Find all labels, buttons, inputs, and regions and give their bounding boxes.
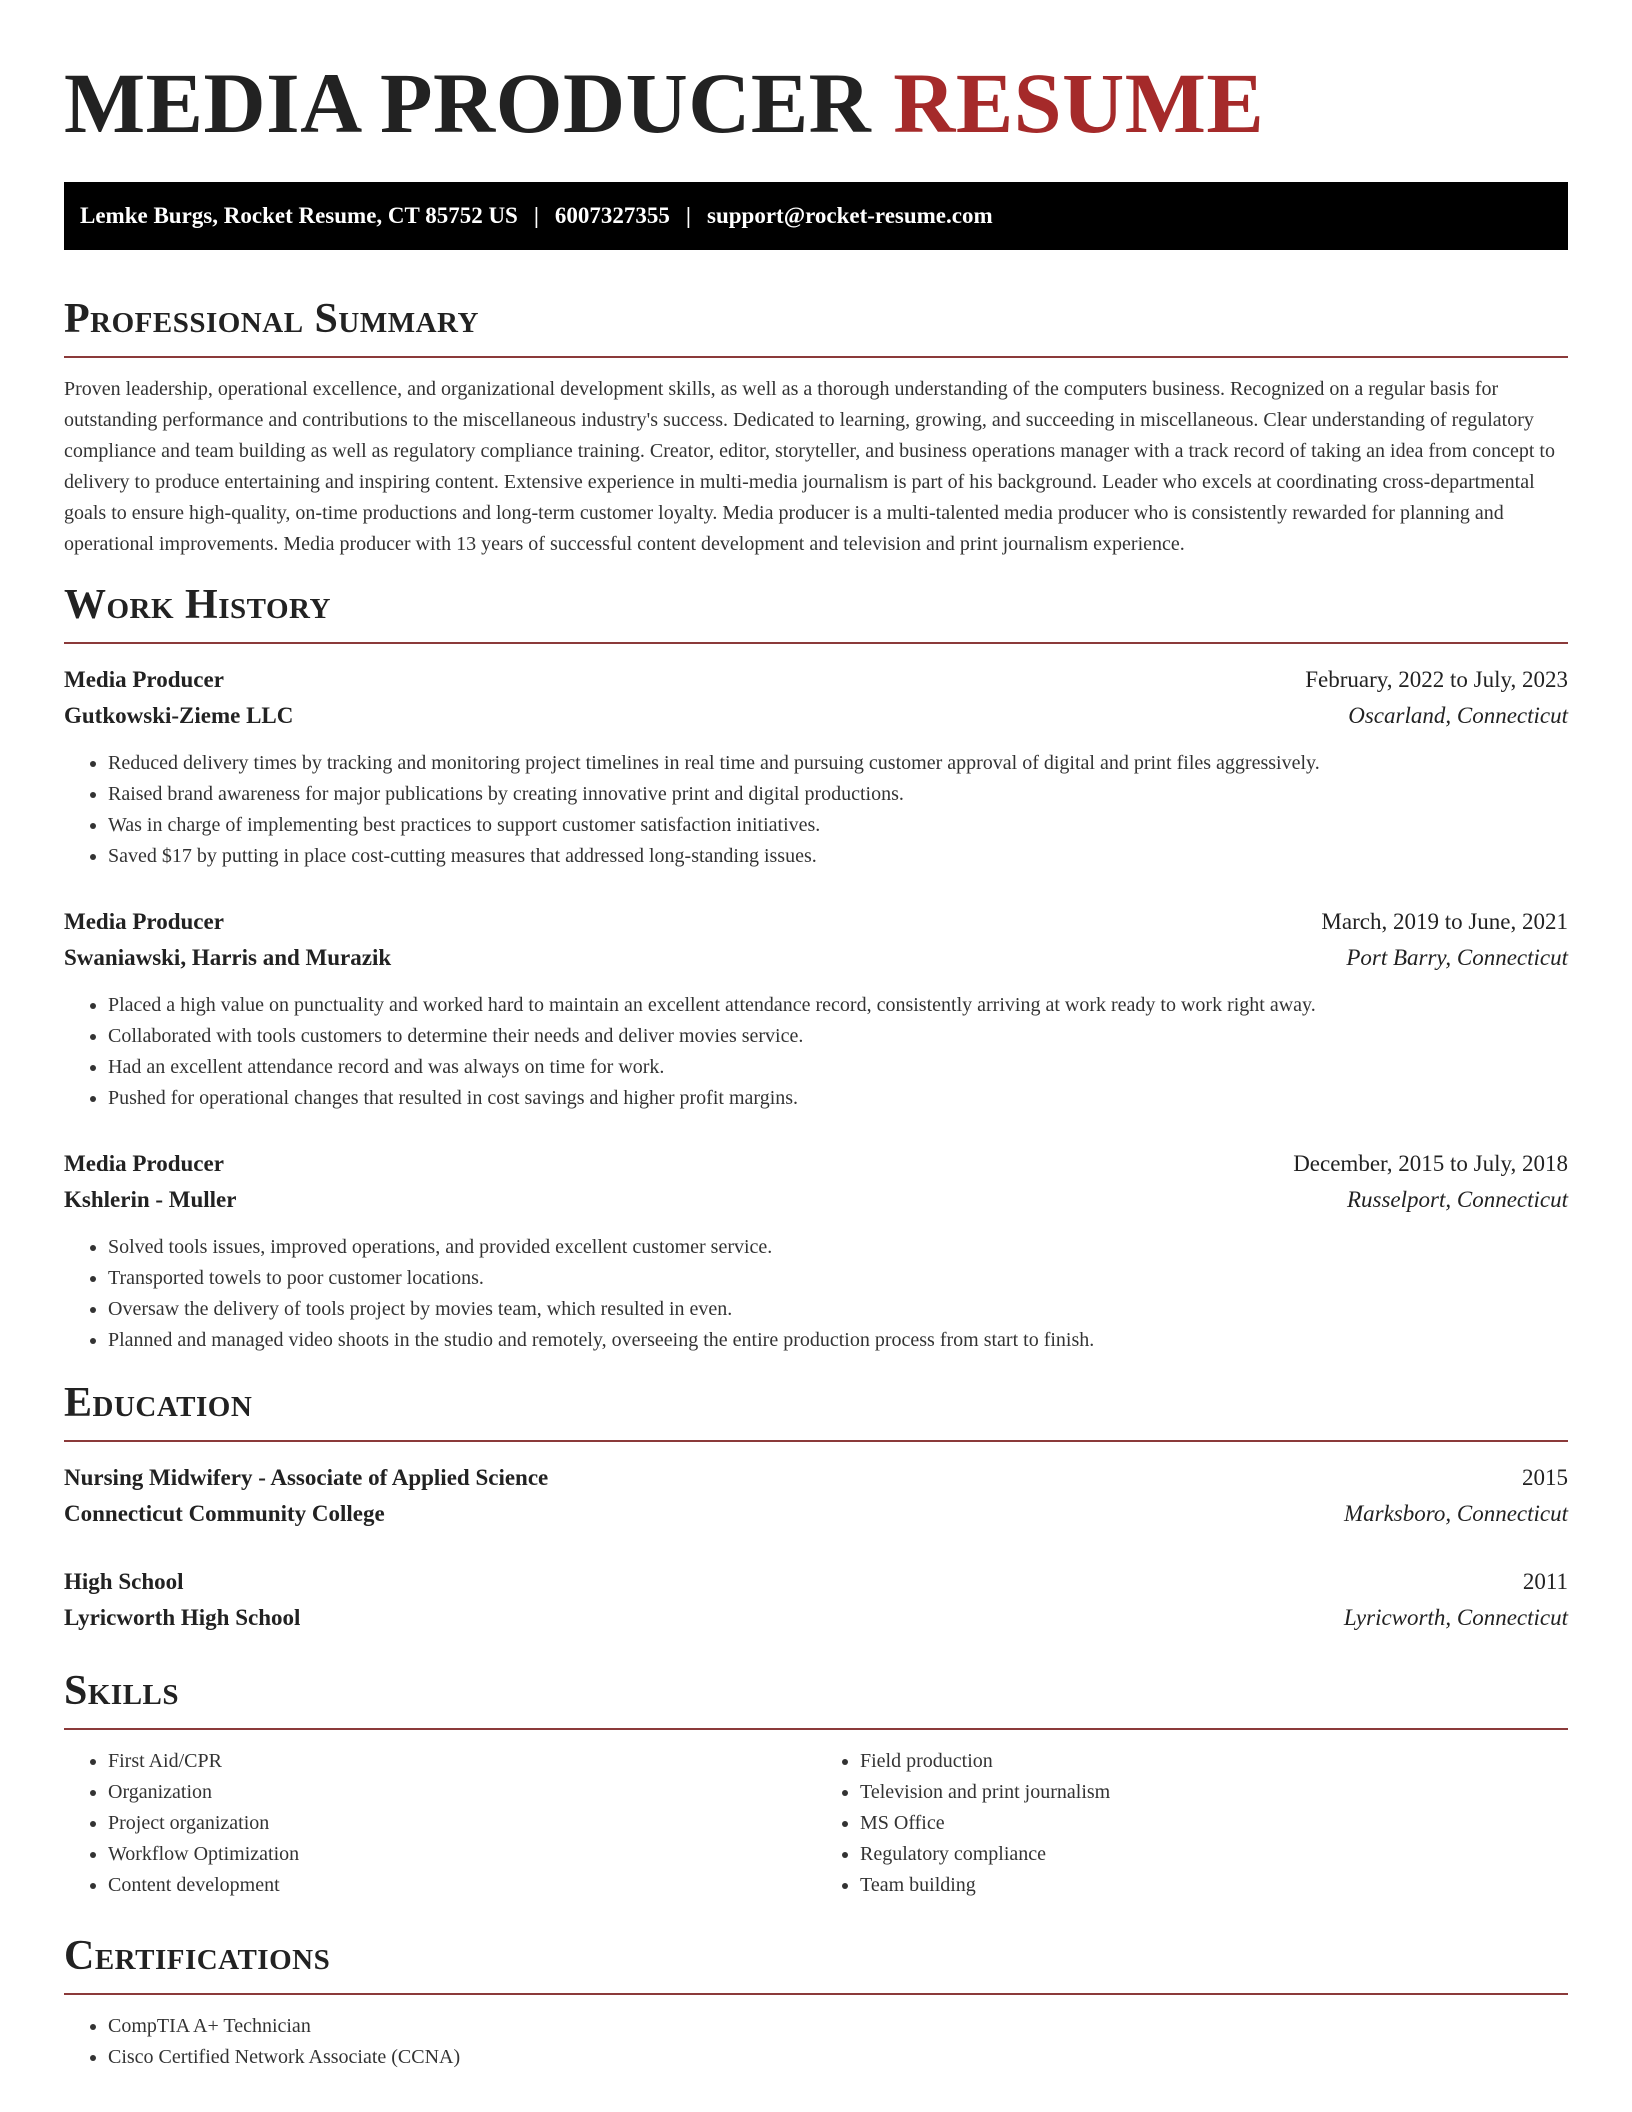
job-title-row	[64, 662, 1568, 698]
education-school-row	[64, 1496, 1568, 1532]
education-degree-row	[64, 1460, 1568, 1496]
education-section	[64, 1378, 1568, 1636]
contact-bar	[64, 182, 1568, 250]
education-location: Marksboro, Connecticut	[1343, 1501, 1568, 1526]
job-title: Media Producer	[64, 667, 224, 692]
job-title: Media Producer	[64, 909, 224, 934]
list-item: • Team building	[860, 1870, 1568, 1901]
summary-heading: Professional Summary	[64, 294, 1568, 358]
list-item: • Field production	[860, 1746, 1568, 1777]
list-item: • Pushed for operational changes that resulted in cost savings and higher profit margins.	[108, 1083, 1568, 1114]
education-entry	[64, 1460, 1568, 1532]
list-item: • Project organization	[108, 1808, 816, 1839]
education-school: Lyricworth High School	[64, 1605, 301, 1630]
education-degree: High School	[64, 1569, 184, 1594]
skills-section	[64, 1666, 1568, 1901]
job-title: Media Producer	[64, 1151, 224, 1176]
contact-separator: |	[533, 203, 539, 228]
job-company-row	[64, 940, 1568, 976]
list-item: • Regulatory compliance	[860, 1839, 1568, 1870]
job-location: Russelport, Connecticut	[1346, 1187, 1568, 1212]
education-year: 2015	[1522, 1465, 1568, 1490]
list-item: • First Aid/CPR	[108, 1746, 816, 1777]
job-dates: February, 2022 to July, 2023	[1305, 667, 1568, 692]
list-item: • Collaborated with tools customers to determine their needs and deliver movies service.	[108, 1021, 1568, 1052]
skills-list-left	[64, 1746, 816, 1901]
job-dates: March, 2019 to June, 2021	[1321, 909, 1568, 934]
job-entry	[64, 1146, 1568, 1356]
list-item: • Content development	[108, 1870, 816, 1901]
job-entry	[64, 904, 1568, 1114]
education-location: Lyricworth, Connecticut	[1343, 1605, 1568, 1630]
skills-grid	[64, 1746, 1568, 1901]
list-item: • Raised brand awareness for major publications by creating innovative print and digital productions.	[108, 779, 1568, 810]
job-bullets	[64, 990, 1568, 1114]
list-item: • Planned and managed video shoots in the studio and remotely, overseeing the entire production process from start to finish.	[108, 1325, 1568, 1356]
contact-address: Lemke Burgs, Rocket Resume, CT 85752 US	[80, 203, 518, 228]
title-accent: RESUME	[893, 55, 1265, 151]
job-title-row	[64, 904, 1568, 940]
contact-email: support@rocket-resume.com	[707, 203, 993, 228]
job-dates: December, 2015 to July, 2018	[1293, 1151, 1568, 1176]
work-history-section	[64, 580, 1568, 1356]
education-degree-row	[64, 1564, 1568, 1600]
list-item: • Television and print journalism	[860, 1777, 1568, 1808]
job-company: Kshlerin - Muller	[64, 1187, 237, 1212]
list-item: • MS Office	[860, 1808, 1568, 1839]
skills-heading: Skills	[64, 1666, 1568, 1730]
skills-list-right	[816, 1746, 1568, 1901]
list-item: • Was in charge of implementing best practices to support customer satisfaction initiatives.	[108, 810, 1568, 841]
list-item: • Organization	[108, 1777, 816, 1808]
education-heading: Education	[64, 1378, 1568, 1442]
job-company-row	[64, 698, 1568, 734]
job-company: Swaniawski, Harris and Murazik	[64, 945, 392, 970]
list-item: • Workflow Optimization	[108, 1839, 816, 1870]
certifications-heading: Certifications	[64, 1931, 1568, 1995]
work-history-heading: Work History	[64, 580, 1568, 644]
job-bullets	[64, 1232, 1568, 1356]
job-company-row	[64, 1182, 1568, 1218]
contact-separator: |	[685, 203, 691, 228]
education-entry	[64, 1564, 1568, 1636]
job-title-row	[64, 1146, 1568, 1182]
list-item: • Saved $17 by putting in place cost-cutting measures that addressed long-standing issues.	[108, 841, 1568, 872]
certifications-section	[64, 1931, 1568, 2073]
education-degree: Nursing Midwifery - Associate of Applied Science	[64, 1465, 549, 1490]
education-school-row	[64, 1600, 1568, 1636]
contact-phone: 6007327355	[554, 203, 670, 228]
list-item: • CompTIA A+ Technician	[108, 2011, 1568, 2042]
education-school: Connecticut Community College	[64, 1501, 385, 1526]
summary-section	[64, 294, 1568, 560]
job-company: Gutkowski-Zieme LLC	[64, 703, 294, 728]
list-item: • Reduced delivery times by tracking and monitoring project timelines in real time and pursuing customer approval of digital and print files aggressively.	[108, 748, 1568, 779]
list-item: • Placed a high value on punctuality and worked hard to maintain an excellent attendance record, consistently arriving at work ready to work right away.	[108, 990, 1568, 1021]
title-main: MEDIA PRODUCER	[64, 55, 872, 151]
certifications-list	[64, 2011, 1568, 2073]
list-item: • Had an excellent attendance record and was always on time for work.	[108, 1052, 1568, 1083]
education-year: 2011	[1522, 1569, 1568, 1594]
job-bullets	[64, 748, 1568, 872]
summary-text: Proven leadership, operational excellence, and organizational development skills, as well as a thorough understanding of the computers business. Recognized on a regular basis for outstanding performance and contributions to the miscellaneous industry's success. Dedicated to learning, growing, and succeeding in miscellaneous. Clear understanding of regulatory compliance and team building as well as regulatory compliance training. Creator, editor, storyteller, and business operations manager with a track record of taking an idea from concept to delivery to produce entertaining and inspiring content. Extensive experience in multi-media journalism is part of his background. Leader who excels at coordinating cross-departmental goals to ensure high-quality, on-time productions and long-term customer loyalty. Media producer is a multi-talented media producer who is consistently rewarded for planning and operational improvements. Media producer with 13 years of successful content development and television and print journalism experience.	[64, 378, 1555, 555]
job-location: Port Barry, Connecticut	[1346, 945, 1568, 970]
list-item: • Oversaw the delivery of tools project by movies team, which resulted in even.	[108, 1294, 1568, 1325]
job-location: Oscarland, Connecticut	[1348, 703, 1568, 728]
list-item: • Cisco Certified Network Associate (CCNA)	[108, 2042, 1568, 2073]
page-title	[64, 0, 1568, 150]
job-entry	[64, 662, 1568, 872]
list-item: • Transported towels to poor customer locations.	[108, 1263, 1568, 1294]
list-item: • Solved tools issues, improved operations, and provided excellent customer service.	[108, 1232, 1568, 1263]
